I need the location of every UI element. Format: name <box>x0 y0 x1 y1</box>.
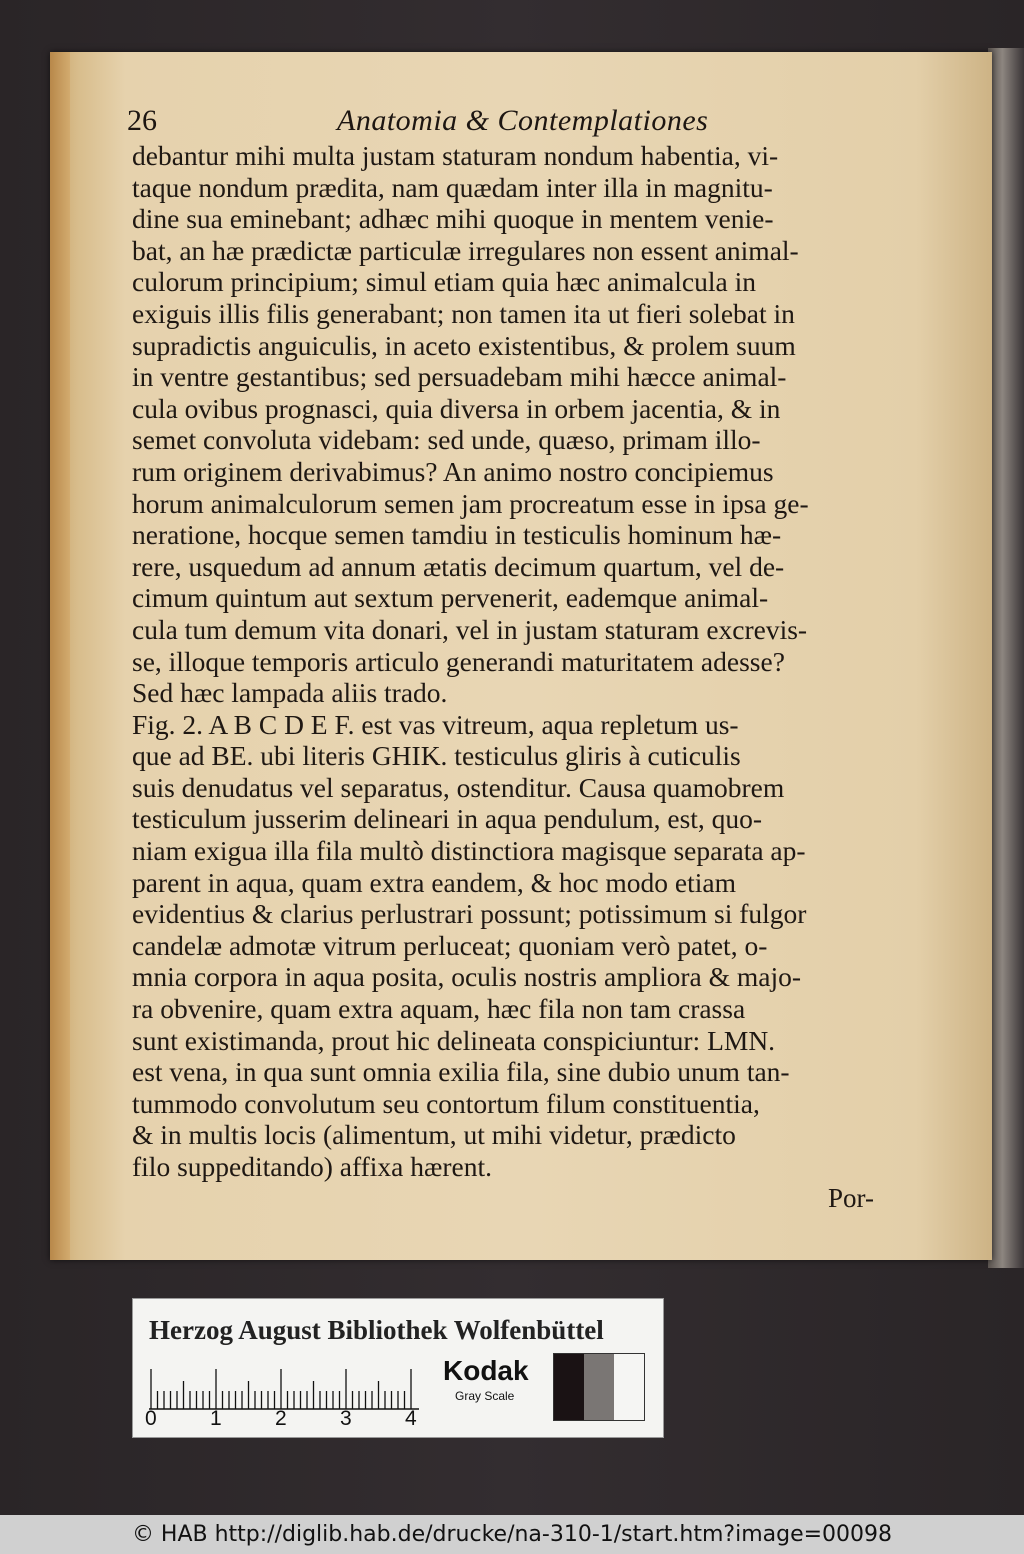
text-line: cula tum demum vita donari, vel in justam staturam excrevis- <box>132 613 808 645</box>
color-target-card <box>132 1298 664 1438</box>
text-line: candelæ admotæ vitrum perluceat; quoniam verò patet, o- <box>132 929 768 961</box>
ruler-label: 1 <box>210 1407 222 1430</box>
running-head: Anatomia & Contemplationes <box>337 104 709 137</box>
gray-swatches <box>553 1353 645 1421</box>
catchword: Por- <box>828 1183 874 1213</box>
text-line: mnia corpora in aqua posita, oculis nostris ampliora & majo- <box>132 961 802 993</box>
footer-credit: © HAB http://diglib.hab.de/drucke/na-310-1/start.htm?image=00098 <box>0 1515 1024 1554</box>
text-line: & in multis locis (alimentum, ut mihi videtur, prædicto <box>132 1119 736 1151</box>
text-line: exiguis illis filis generabant; non tamen ita ut fieri solebat in <box>132 297 795 329</box>
text-line: rum originem derivabimus? An animo nostro concipiemus <box>132 455 774 487</box>
text-line: que ad BE. ubi literis GHIK. testiculus gliris à cuticulis <box>132 740 741 772</box>
page-gutter-edge <box>50 52 70 1260</box>
kodak-logo: Kodak <box>443 1355 529 1386</box>
text-line: Fig. 2. A B C D E F. est vas vitreum, aqua repletum us- <box>132 708 739 740</box>
gray-swatch <box>614 1354 644 1420</box>
ruler-label: 3 <box>340 1407 352 1430</box>
text-line: cimum quintum aut sextum pervenerit, eademque animal- <box>132 582 769 614</box>
text-line: parent in aqua, quam extra eandem, & hoc modo etiam <box>132 866 737 898</box>
text-line: niam exigua illa fila multò distinctiora magisque separata ap- <box>132 835 806 867</box>
text-line: testiculum jusserim delineari in aqua pendulum, est, quo- <box>132 803 763 835</box>
text-line: debantur mihi multa justam staturam nondum habentia, vi- <box>132 140 779 171</box>
text-line: bat, an hæ prædictæ particulæ irregulares non essent animal- <box>132 234 799 266</box>
page-header <box>127 104 907 144</box>
body-text <box>132 140 892 1183</box>
text-line: suis denudatus vel separatus, ostenditur. Causa quamobrem <box>132 771 785 803</box>
text-line: est vena, in qua sunt omnia exilia fila, sine dubio unum tan- <box>132 1056 790 1088</box>
text-line: Sed hæc lampada aliis trado. <box>132 677 448 709</box>
ruler-label: 0 <box>145 1407 157 1430</box>
text-line: semet convoluta videbam: sed unde, quæso, primam illo- <box>132 424 761 456</box>
text-line: supradictis anguiculis, in aceto existentibus, & prolem suum <box>132 329 796 361</box>
text-line: culorum principium; simul etiam quia hæc animalcula in <box>132 266 756 298</box>
ruler-label: 2 <box>275 1407 287 1430</box>
text-line: se, illoque temporis articulo generandi maturitatem adesse? <box>132 645 785 677</box>
text-line: taque nondum prædita, nam quædam inter illa in magnitu- <box>132 171 773 203</box>
text-line: dine sua eminebant; adhæc mihi quoque in mentem venie- <box>132 203 774 235</box>
gray-scale-label: Gray Scale <box>455 1389 515 1403</box>
text-line: ra obvenire, quam extra aquam, hæc fila non tam crassa <box>132 993 746 1025</box>
text-line: tummodo convolutum seu contortum filum constituentia, <box>132 1087 760 1119</box>
text-line: in ventre gestantibus; sed persuadebam mihi hæcce animal- <box>132 361 787 393</box>
facing-page-edge <box>988 48 1024 1268</box>
text-line: neratione, hocque semen tamdiu in testiculis hominum hæ- <box>132 519 782 551</box>
ruler-label: 4 <box>405 1407 417 1430</box>
ruler-labels <box>145 1407 425 1433</box>
text-line: horum animalculorum semen jam procreatum esse in ipsa ge- <box>132 487 809 519</box>
library-name: Herzog August Bibliothek Wolfenbüttel <box>149 1315 604 1345</box>
gray-swatch <box>584 1354 614 1420</box>
gray-swatch <box>554 1354 584 1420</box>
text-line: evidentius & clarius perlustrari possunt; potissimum si fulgor <box>132 898 807 930</box>
text-line: cula ovibus prognasci, quia diversa in orbem jacentia, & in <box>132 392 781 424</box>
text-line: filo suppeditando) affixa hærent. <box>132 1151 492 1182</box>
text-line: rere, usquedum ad annum ætatis decimum quartum, vel de- <box>132 550 785 582</box>
page-number: 26 <box>127 104 157 137</box>
text-line: sunt existimanda, prout hic delineata conspiciuntur: LMN. <box>132 1024 776 1056</box>
